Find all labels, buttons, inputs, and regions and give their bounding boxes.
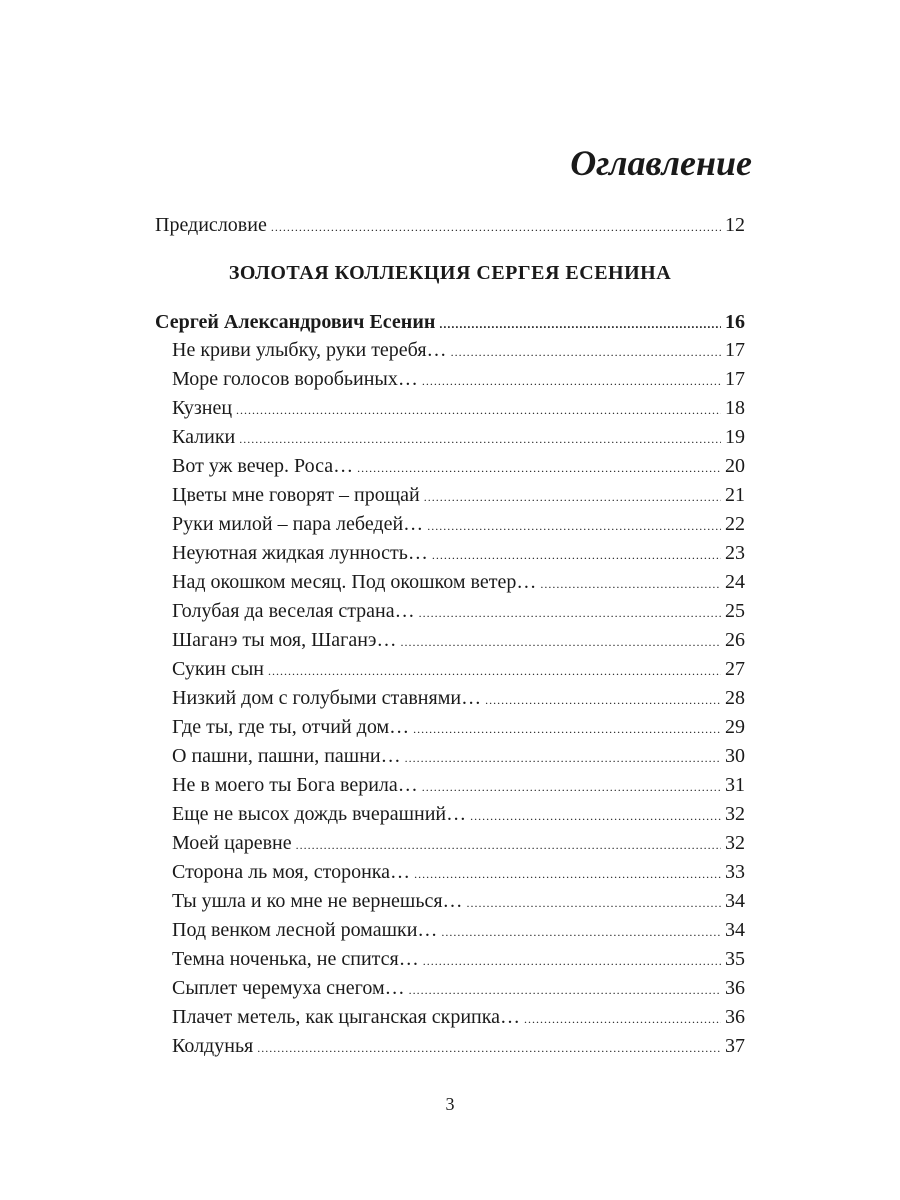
toc-entry-title: Предисловие xyxy=(155,214,267,236)
toc-entry-title: Темна ноченька, не спится… xyxy=(172,948,419,970)
toc-entry[interactable] xyxy=(172,539,745,567)
toc-entry-page: 17 xyxy=(725,339,745,361)
dot-leader xyxy=(432,539,721,569)
dot-leader xyxy=(405,742,721,772)
toc-entry-page: 34 xyxy=(725,919,745,941)
toc-entry-page: 36 xyxy=(725,977,745,999)
dot-leader xyxy=(414,858,721,888)
toc-entry-title: Море голосов воробьиных… xyxy=(172,368,418,390)
toc-entry[interactable] xyxy=(172,800,745,828)
dot-leader xyxy=(467,887,721,917)
page-title: Оглавление xyxy=(570,143,752,183)
toc-entry[interactable] xyxy=(172,887,745,915)
toc-entry-title: Неуютная жидкая лунность… xyxy=(172,542,428,564)
toc-entry[interactable] xyxy=(172,336,745,364)
toc-entry[interactable] xyxy=(172,568,745,596)
page-number: 3 xyxy=(445,1094,455,1114)
toc-entry-page: 26 xyxy=(725,629,745,651)
toc-entry-title: Где ты, где ты, отчий дом… xyxy=(172,716,410,738)
toc-entry-page: 24 xyxy=(725,571,745,593)
toc-entry-page: 17 xyxy=(725,368,745,390)
toc-entry-page: 22 xyxy=(725,513,745,535)
toc-entry-title: О пашни, пашни, пашни… xyxy=(172,745,401,767)
toc-entry[interactable] xyxy=(172,742,745,770)
dot-leader xyxy=(271,211,721,241)
toc-entry[interactable] xyxy=(172,365,745,393)
dot-leader xyxy=(423,945,721,975)
toc-entry-page: 37 xyxy=(725,1035,745,1057)
dot-leader xyxy=(439,308,721,338)
toc-entry-page: 27 xyxy=(725,658,745,680)
toc-entry[interactable] xyxy=(172,655,745,683)
toc-entry[interactable] xyxy=(172,481,745,509)
toc-entry-page: 25 xyxy=(725,600,745,622)
toc-entry-page: 21 xyxy=(725,484,745,506)
toc-entry[interactable] xyxy=(172,974,745,1002)
toc-entry-page: 12 xyxy=(725,214,745,236)
toc-entry-page: 36 xyxy=(725,1006,745,1028)
dot-leader xyxy=(540,568,721,598)
section-heading: ЗОЛОТАЯ КОЛЛЕКЦИЯ СЕРГЕЯ ЕСЕНИНА xyxy=(228,262,672,284)
toc-entry-title: Сергей Александрович Есенин xyxy=(155,311,436,333)
dot-leader xyxy=(419,597,721,627)
dot-leader xyxy=(470,800,721,830)
toc-entry[interactable] xyxy=(172,858,745,886)
toc-entry-page: 33 xyxy=(725,861,745,883)
toc-entry[interactable] xyxy=(172,1003,745,1031)
toc-entry[interactable] xyxy=(172,423,745,451)
dot-leader xyxy=(357,452,721,482)
toc-entry-title: Еще не высох дождь вчерашний… xyxy=(172,803,467,825)
toc-entry-title: Сукин сын xyxy=(172,658,264,680)
toc-entry[interactable] xyxy=(172,684,745,712)
dot-leader xyxy=(239,423,721,453)
toc-entry[interactable] xyxy=(172,597,745,625)
toc-entry-title: Сторона ль моя, сторонка… xyxy=(172,861,411,883)
toc-entry[interactable] xyxy=(172,945,745,973)
toc-entry-title: Кузнец xyxy=(172,397,233,419)
dot-leader xyxy=(268,655,721,685)
toc-entry-author[interactable] xyxy=(155,308,745,336)
toc-entry-title: Голубая да веселая страна… xyxy=(172,600,415,622)
dot-leader xyxy=(413,713,721,743)
toc-entry-title: Моей царевне xyxy=(172,832,292,854)
toc-entry-page: 20 xyxy=(725,455,745,477)
toc-entry-page: 32 xyxy=(725,832,745,854)
toc-entry[interactable] xyxy=(172,916,745,944)
toc-entry[interactable] xyxy=(172,510,745,538)
toc-entry[interactable] xyxy=(172,626,745,654)
toc-entry-title: Вот уж вечер. Роса… xyxy=(172,455,354,477)
dot-leader xyxy=(524,1003,721,1033)
dot-leader xyxy=(401,626,722,656)
toc-entry-preface[interactable] xyxy=(155,211,745,239)
toc-entry-title: Не криви улыбку, руки теребя… xyxy=(172,339,447,361)
toc-entry-page: 30 xyxy=(725,745,745,767)
toc-entry-title: Цветы мне говорят – прощай xyxy=(172,484,420,506)
toc-entry[interactable] xyxy=(172,713,745,741)
toc-entry-title: Низкий дом с голубыми ставнями… xyxy=(172,687,482,709)
toc-entry-title: Калики xyxy=(172,426,236,448)
toc-entry-page: 29 xyxy=(725,716,745,738)
toc-entry-page: 31 xyxy=(725,774,745,796)
toc-entry[interactable] xyxy=(172,394,745,422)
toc-entry-title: Руки милой – пара лебедей… xyxy=(172,513,424,535)
dot-leader xyxy=(257,1032,721,1062)
toc-entry-page: 19 xyxy=(725,426,745,448)
dot-leader xyxy=(296,829,721,859)
toc-entry-page: 35 xyxy=(725,948,745,970)
dot-leader xyxy=(409,974,721,1004)
dot-leader xyxy=(236,394,721,424)
toc-entry-title: Колдунья xyxy=(172,1035,254,1057)
toc-entry-title: Над окошком месяц. Под окошком ветер… xyxy=(172,571,537,593)
toc-entry-title: Под венком лесной ромашки… xyxy=(172,919,438,941)
toc-entry-title: Плачет метель, как цыганская скрипка… xyxy=(172,1006,521,1028)
toc-entry[interactable] xyxy=(172,771,745,799)
toc-entry-title: Шаганэ ты моя, Шаганэ… xyxy=(172,629,397,651)
toc-entry-page: 18 xyxy=(725,397,745,419)
toc-entry-page: 16 xyxy=(725,311,745,333)
toc-entry-title: Ты ушла и ко мне не вернешься… xyxy=(172,890,463,912)
toc-entry-page: 32 xyxy=(725,803,745,825)
toc-entry-title: Сыплет черемуха снегом… xyxy=(172,977,405,999)
dot-leader xyxy=(485,684,721,714)
dot-leader xyxy=(451,336,721,366)
toc-entry-page: 23 xyxy=(725,542,745,564)
dot-leader xyxy=(422,365,721,395)
toc-entry-page: 34 xyxy=(725,890,745,912)
toc-entry[interactable] xyxy=(172,1032,745,1060)
toc-entry[interactable] xyxy=(172,452,745,480)
dot-leader xyxy=(422,771,721,801)
dot-leader xyxy=(424,481,721,511)
toc-entry-title: Не в моего ты Бога верила… xyxy=(172,774,418,796)
dot-leader xyxy=(427,510,721,540)
toc-entry[interactable] xyxy=(172,829,745,857)
dot-leader xyxy=(441,916,721,946)
toc-entry-page: 28 xyxy=(725,687,745,709)
